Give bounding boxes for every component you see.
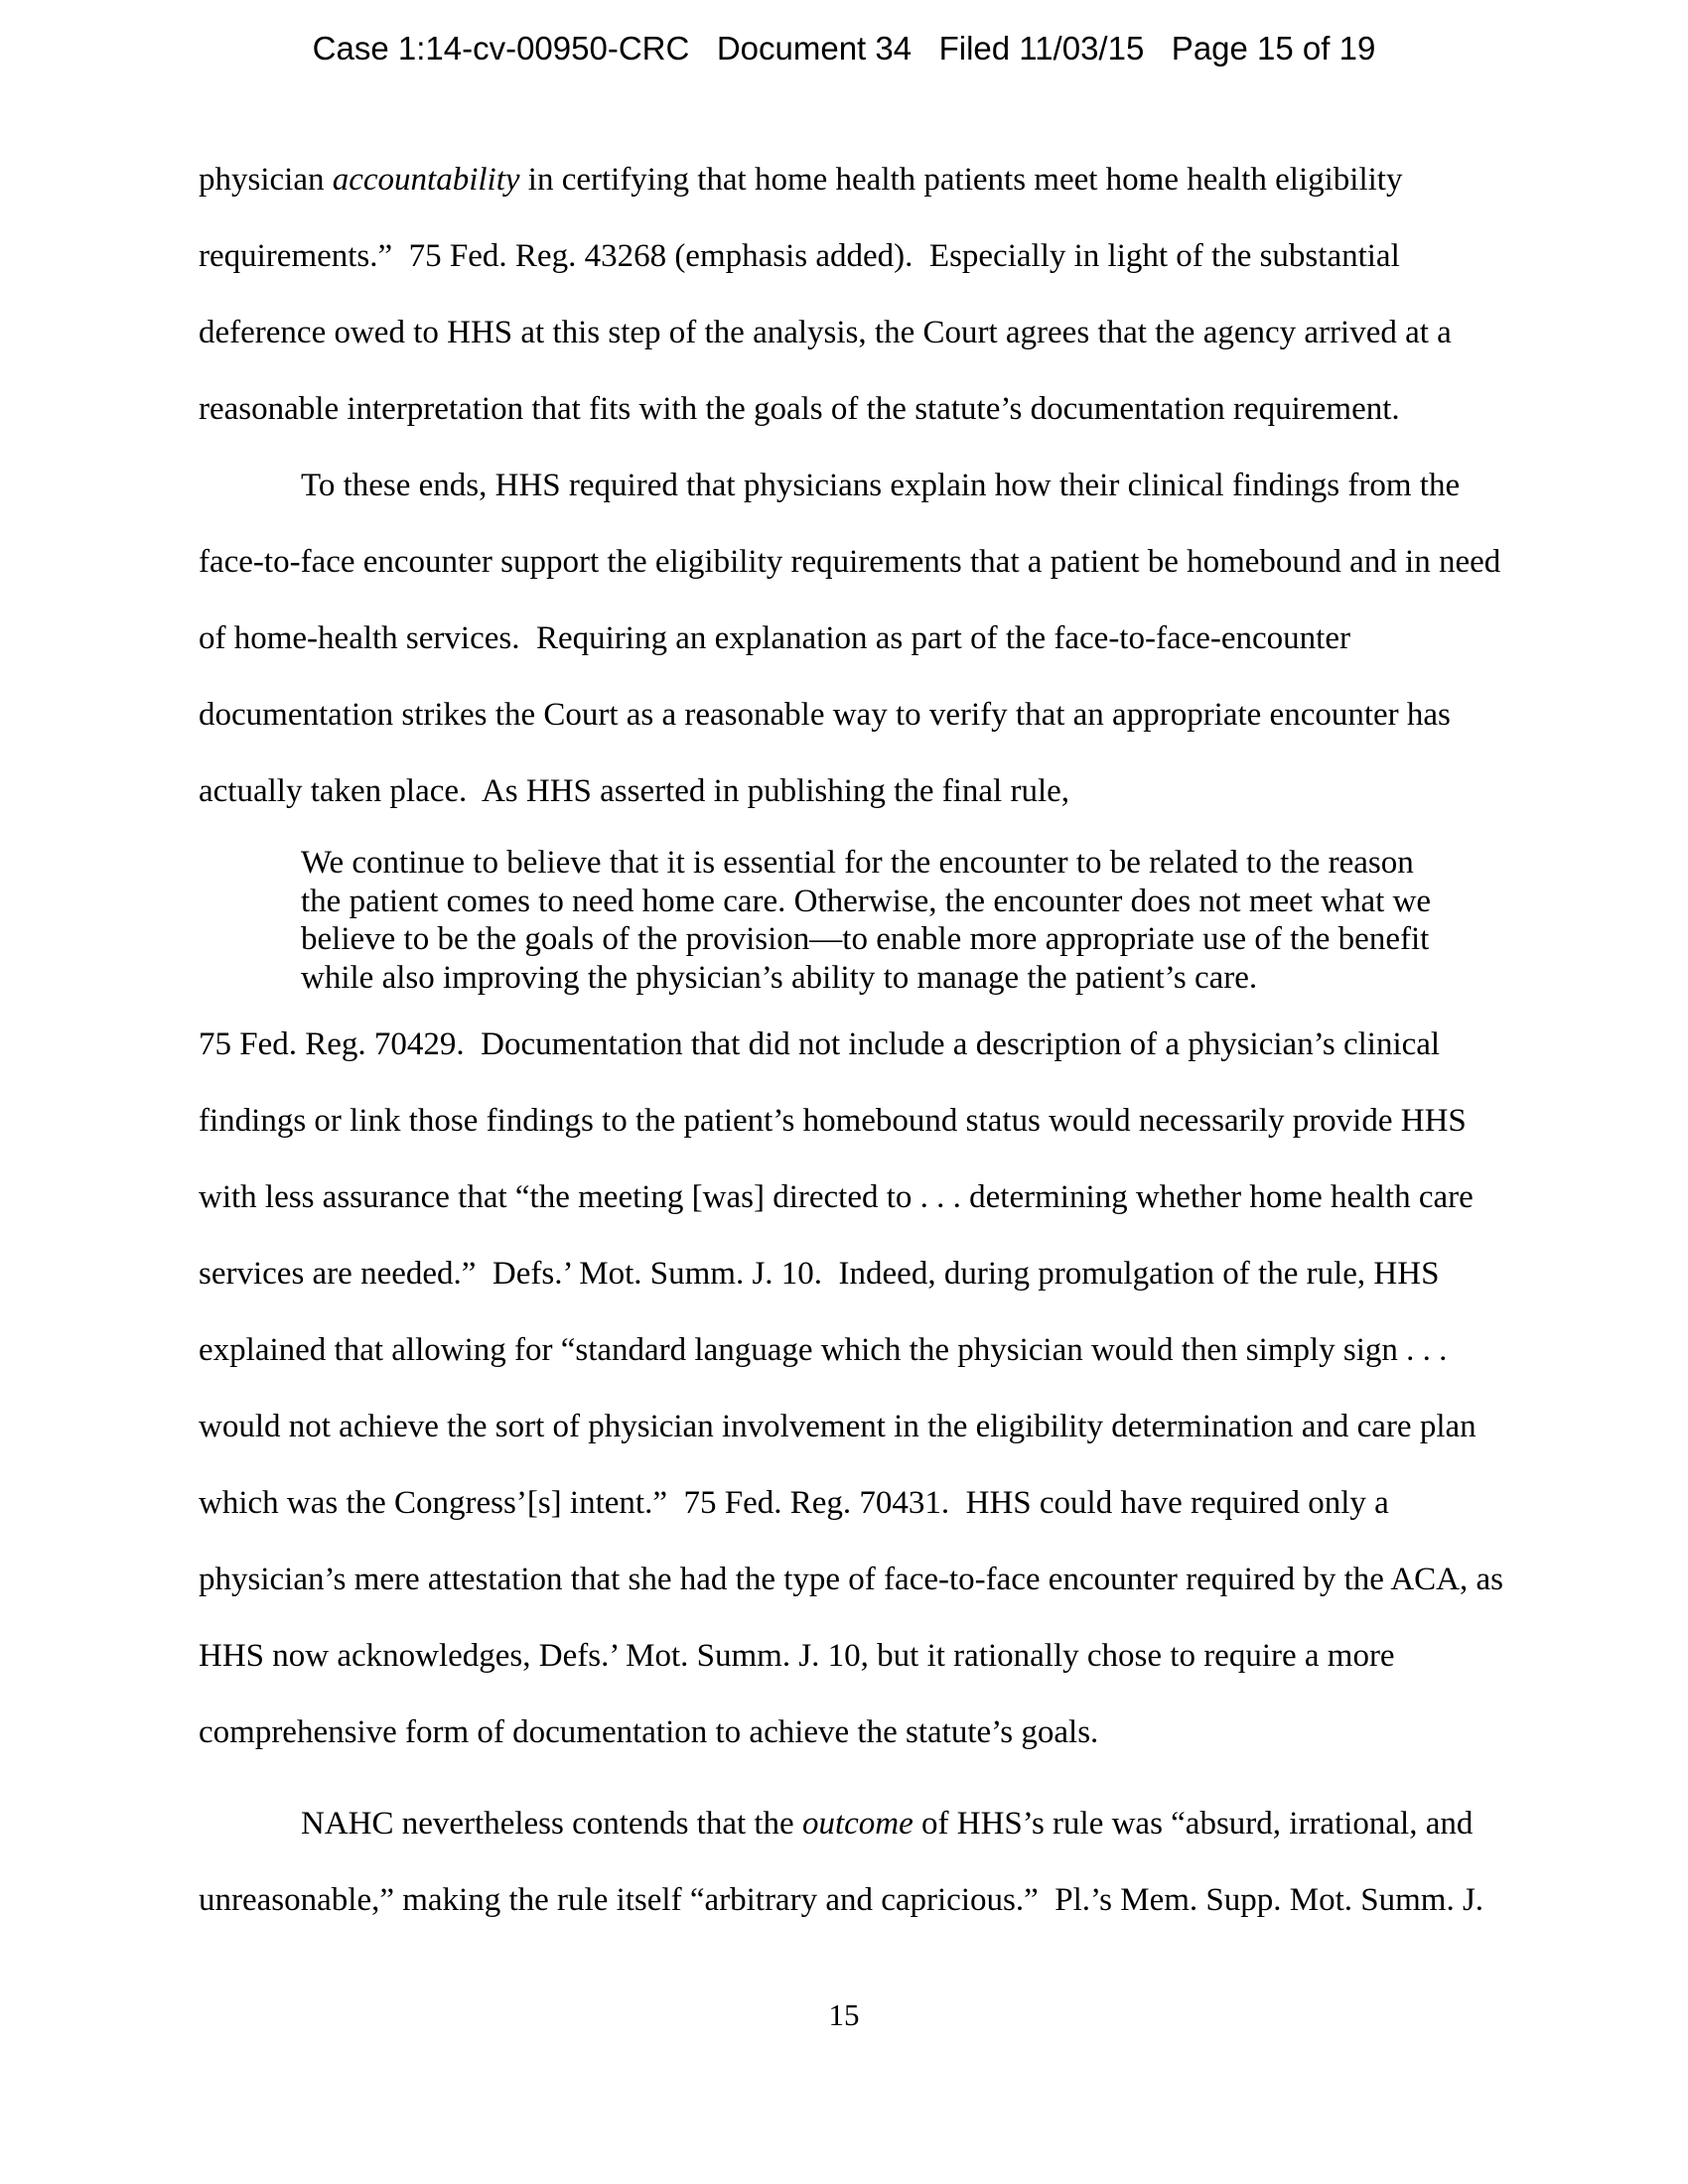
text-segment: NAHC nevertheless contends that the bbox=[301, 1806, 802, 1842]
text-line bbox=[199, 1618, 1509, 1695]
paragraph bbox=[199, 1786, 1509, 1939]
document-body bbox=[199, 142, 1509, 1939]
text-line bbox=[301, 920, 1509, 959]
italic-text-segment: outcome bbox=[801, 1806, 914, 1842]
text-segment: 75 Fed. Reg. 70429. Documentation that did not include a description of a physician’s clinical bbox=[199, 1026, 1441, 1062]
paragraph bbox=[199, 1007, 1509, 1771]
text-segment: in certifying that home health patients meet home health eligibility bbox=[519, 162, 1403, 198]
paragraph bbox=[199, 448, 1509, 830]
text-segment: actually taken place. As HHS asserted in publishing the final rule, bbox=[199, 773, 1070, 809]
text-line bbox=[199, 448, 1509, 524]
text-segment: would not achieve the sort of physician involvement in the eligibility determination and care plan bbox=[199, 1409, 1477, 1444]
paragraph bbox=[199, 142, 1509, 448]
text-segment: HHS now acknowledges, Defs.’ Mot. Summ. J. 10, but it rationally chose to require a more bbox=[199, 1638, 1395, 1674]
text-line bbox=[301, 883, 1509, 921]
text-segment: findings or link those findings to the patient’s homebound status would necessarily provide HHS bbox=[199, 1103, 1467, 1139]
text-line bbox=[199, 1389, 1509, 1465]
text-line bbox=[199, 1312, 1509, 1389]
text-segment: of HHS’s rule was “absurd, irrational, and bbox=[913, 1806, 1474, 1842]
text-segment: believe to be the goals of the provision—to enable more appropriate use of the benefit bbox=[301, 921, 1430, 957]
text-line bbox=[199, 753, 1509, 830]
text-line bbox=[199, 601, 1509, 677]
text-segment: the patient comes to need home care. Otherwise, the encounter does not meet what we bbox=[301, 883, 1432, 919]
text-line bbox=[199, 1083, 1509, 1160]
italic-text-segment: accountability bbox=[332, 162, 520, 198]
block-quote bbox=[301, 844, 1509, 997]
text-line bbox=[199, 371, 1509, 448]
case-header: Case 1:14-cv-00950-CRC Document 34 Filed 11/03/15 Page 15 of 19 bbox=[312, 30, 1376, 67]
text-line bbox=[199, 1160, 1509, 1236]
text-line bbox=[199, 1542, 1509, 1618]
text-segment: of home-health services. Requiring an explanation as part of the face-to-face-encounter bbox=[199, 620, 1350, 656]
text-segment: requirements.” 75 Fed. Reg. 43268 (emphasis added). Especially in light of the substantial bbox=[199, 238, 1400, 274]
text-segment: which was the Congress’[s] intent.” 75 Fed. Reg. 70431. HHS could have required only a bbox=[199, 1485, 1389, 1521]
text-segment: comprehensive form of documentation to achieve the statute’s goals. bbox=[199, 1714, 1099, 1750]
text-segment: To these ends, HHS required that physicians explain how their clinical findings from the bbox=[301, 468, 1461, 503]
text-segment: reasonable interpretation that fits with the goals of the statute’s documentation requirement. bbox=[199, 391, 1400, 427]
text-line bbox=[301, 959, 1509, 998]
text-line bbox=[199, 1862, 1509, 1939]
text-segment: unreasonable,” making the rule itself “arbitrary and capricious.” Pl.’s Mem. Supp. Mot. Summ. J. bbox=[199, 1882, 1484, 1918]
text-line bbox=[199, 1695, 1509, 1771]
text-line bbox=[199, 1465, 1509, 1542]
text-segment: physician’s mere attestation that she had the type of face-to-face encounter required by the ACA, as bbox=[199, 1562, 1504, 1597]
text-segment: We continue to believe that it is essential for the encounter to be related to the reason bbox=[301, 845, 1414, 881]
text-segment: face-to-face encounter support the eligibility requirements that a patient be homebound and in need bbox=[199, 544, 1501, 580]
text-line bbox=[199, 295, 1509, 371]
text-line bbox=[199, 524, 1509, 601]
text-segment: deference owed to HHS at this step of the analysis, the Court agrees that the agency arrived at a bbox=[199, 315, 1452, 350]
text-line bbox=[199, 218, 1509, 295]
text-line bbox=[199, 142, 1509, 218]
text-segment: while also improving the physician’s ability to manage the patient’s care. bbox=[301, 959, 1258, 996]
text-line bbox=[199, 1236, 1509, 1312]
text-segment: documentation strikes the Court as a reasonable way to verify that an appropriate encounter has bbox=[199, 697, 1451, 733]
text-segment: physician bbox=[199, 162, 333, 198]
text-line bbox=[199, 1786, 1509, 1862]
text-line bbox=[301, 844, 1509, 883]
text-line bbox=[199, 677, 1509, 753]
text-segment: with less assurance that “the meeting [was] directed to . . . determining whether home health care bbox=[199, 1179, 1474, 1215]
text-segment: services are needed.” Defs.’ Mot. Summ. J. 10. Indeed, during promulgation of the rule, HHS bbox=[199, 1256, 1440, 1292]
text-line bbox=[199, 1007, 1509, 1083]
page-number: 15 bbox=[828, 1997, 860, 2032]
text-segment: explained that allowing for “standard language which the physician would then simply sign . . . bbox=[199, 1332, 1448, 1368]
